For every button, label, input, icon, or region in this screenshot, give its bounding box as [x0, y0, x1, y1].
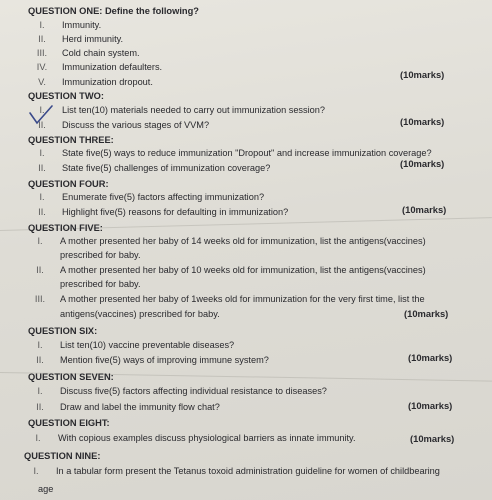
question-one-heading: QUESTION ONE: Define the following?	[28, 6, 199, 16]
question-three-heading: QUESTION THREE:	[28, 135, 114, 145]
question-seven-heading: QUESTION SEVEN:	[28, 372, 114, 382]
question-nine-heading: QUESTION NINE:	[24, 451, 101, 461]
marks-label: (10marks)	[400, 158, 445, 169]
marks-label: (10marks)	[408, 352, 453, 363]
question-six-heading: QUESTION SIX:	[28, 326, 98, 336]
question-two-heading: QUESTION TWO:	[28, 91, 104, 101]
marks-label: (10marks)	[400, 116, 445, 127]
question-five-heading: QUESTION FIVE:	[28, 223, 103, 233]
marks-label: (10marks)	[408, 400, 453, 411]
marks-label: (10marks)	[410, 433, 455, 444]
question-eight-heading: QUESTION EIGHT:	[28, 418, 110, 428]
exam-paper: QUESTION ONE: Define the following? I. Immunity. II. Herd immunity. III. Cold chain system. IV. Immunization defaulters. (10marks) V. Immunization dropout. QUESTION TWO: I. List ten(10) materials needed to carry out immunization session? (10marks) II. Discuss the various stages of VVM? QUESTION THREE: I. State five(5) ways to reduce immunization "Dropout" and increase immunization coverage? (10marks) II. State five(5) challenges of immunization coverage? QUESTION FOUR: I. Enumerate five(5) factors affecting immunization? (10marks) II. Highlight five(5) reasons for defaulting in immunization? QUESTION FIVE: I. A mother presented her baby of 14 weeks old for immunization, list the antigens(vaccines) prescribed for baby. II. A mother presented her baby of 10 weeks old for immunization, list the antigens(vaccines) prescribed for baby. III. A mother presented her baby of 1weeks old for immunization for the very first time, list the (10marks) antigens(vaccines) prescribed for baby. QUESTION SIX: I. List ten(10) vaccine preventable diseases? (10marks) II. Mention five(5) ways of improving immune system? QUESTION SEVEN: I. Discuss five(5) factors affecting individual resistance to diseases? (10marks) II. Draw and label the immunity flow chat? QUESTION EIGHT: I. With copious examples discuss physiological barriers as innate immunity. (10marks) QUESTION NINE: I. In a tabular form present the Tetanus toxoid administration guideline for women of childbearing age	[0, 0, 492, 500]
marks-label: (10marks)	[404, 308, 449, 319]
marks-label: (10marks)	[402, 204, 447, 215]
marks-label: (10marks)	[400, 69, 445, 80]
question-four-heading: QUESTION FOUR:	[28, 179, 109, 189]
